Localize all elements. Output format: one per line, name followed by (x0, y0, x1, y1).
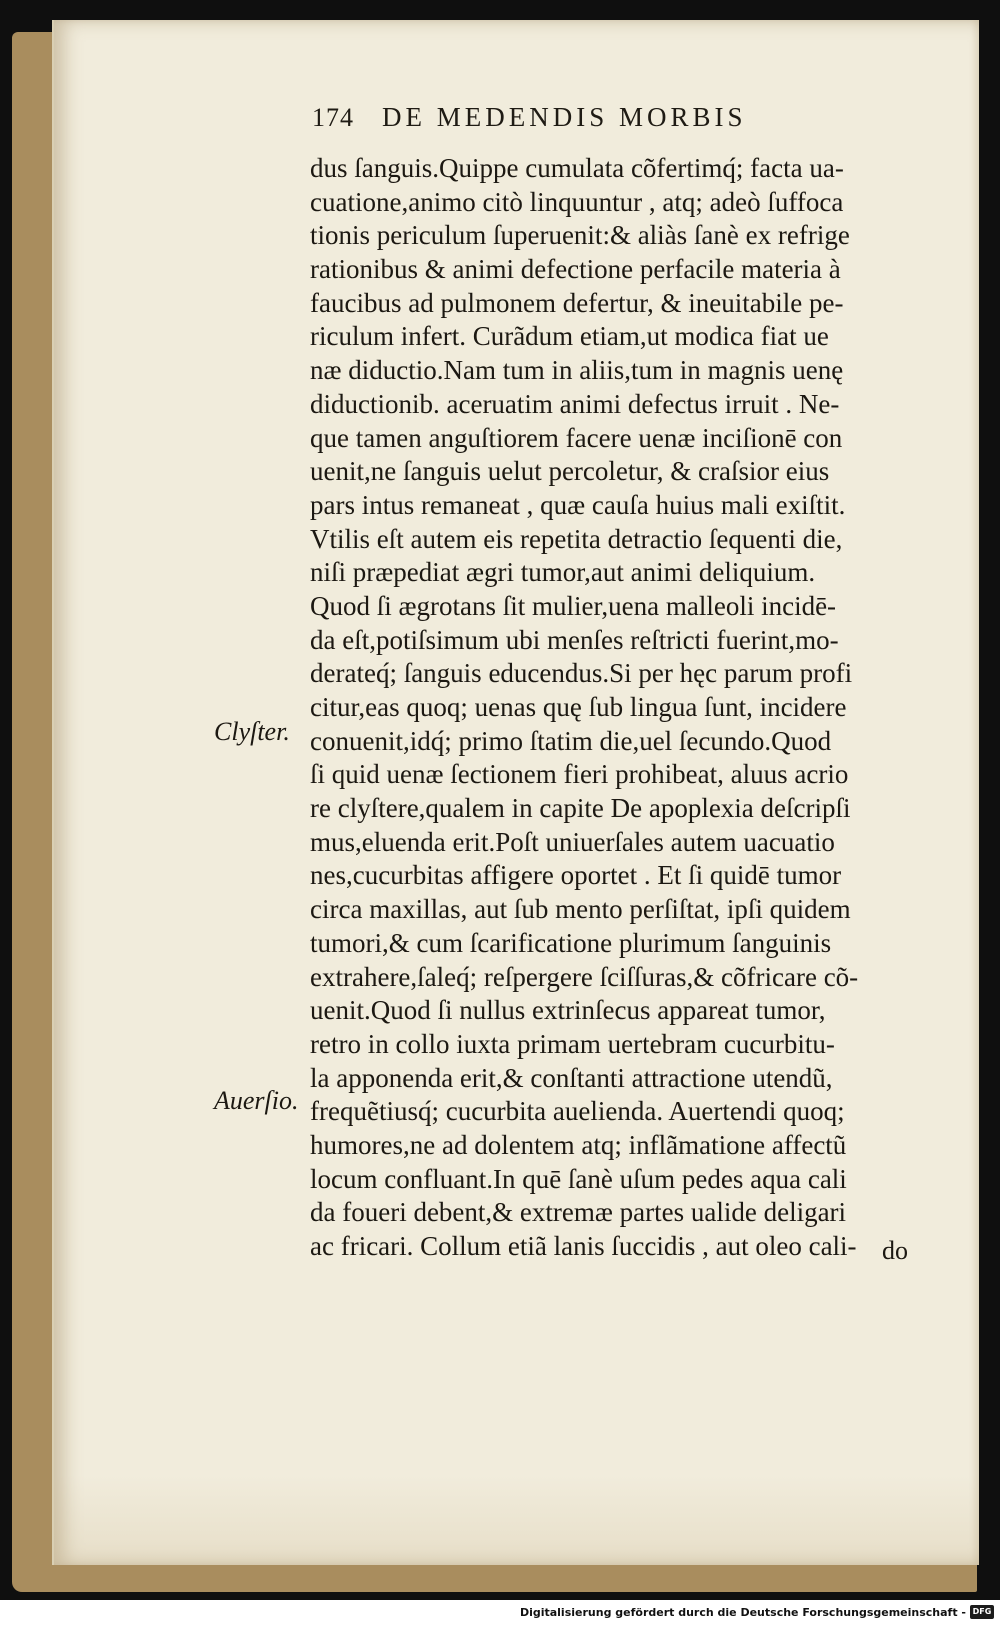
text-line: derateq́; ſanguis educendus.Si per hęc parum profi (310, 658, 853, 689)
text-line: que tamen anguſtiorem facere uenæ inciſionē con (310, 422, 843, 453)
text-line: ac fricari. Collum etiã lanis ſuccidis , aut oleo cali- (310, 1231, 857, 1261)
book-page (52, 20, 979, 1565)
text-line: mus,eluenda erit.Poſt uniuerſales autem uacuatio (310, 826, 835, 857)
dfg-logo-icon: DFG (970, 1605, 994, 1619)
text-line: pars intus remaneat , quæ cauſa huius mali exiſtit. (310, 489, 846, 520)
text-line: riculum infert. Curãdum etiam,ut modica fiat ue (310, 321, 829, 352)
text-line: faucibus ad pulmonem defertur, & ineuitabile pe- (310, 287, 844, 318)
text-line: locum confluant.In quē ſanè uſum pedes aqua cali (310, 1163, 847, 1194)
text-line: humores,ne ad dolentem atq; inflãmatione affectũ (310, 1129, 847, 1160)
text-line: la apponenda erit,& conſtanti attractione utendũ, (310, 1062, 833, 1093)
text-line: re clyſtere,qualem in capite De apoplexia deſcripſi (310, 793, 851, 824)
text-line: uenit,ne ſanguis uelut percoletur, & craſsior eius (310, 456, 830, 487)
text-line: conuenit,idq́; primo ſtatim die,uel ſecundo.Quod (310, 725, 832, 756)
text-line: Quod ſi ægrotans ſit mulier,uena malleoli incidē- (310, 590, 837, 621)
page-shading (54, 1475, 979, 1565)
page-content (54, 20, 979, 1565)
marginal-note-auersio: Auerſio. (214, 1086, 299, 1115)
text-line: frequẽtiusq́; cucurbita auelienda. Auertendi quoq; (310, 1096, 845, 1127)
text-line: diductionib. aceruatim animi defectus irruit . Ne- (310, 388, 840, 419)
text-line: circa maxillas, aut ſub mento perſiſtat, ipſi quidem (310, 894, 851, 925)
text-line: Vtilis eſt autem eis repetita detractio ſequenti die, (310, 523, 843, 554)
text-line: retro in collo iuxta primam uertebram cucurbitu- (310, 1028, 835, 1059)
text-line: tionis periculum ſuperuenit:& aliàs ſanè ex refrige (310, 220, 850, 251)
text-line: da foueri debent,& extremæ partes ualide deligari (310, 1197, 847, 1228)
text-line: citur,eas quoq; uenas quę ſub lingua ſunt, incidere (310, 692, 847, 722)
text-line: da eſt,potiſsimum ubi menſes reſtricti fuerint,mo- (310, 624, 839, 655)
body-text (310, 152, 922, 1264)
text-line: dus ſanguis.Quippe cumulata cõfertimq́; facta ua- (310, 153, 844, 183)
text-line: niſi præpediat ægri tumor,aut animi deliquium. (310, 557, 816, 588)
text-line: cuatione,animo citò linquuntur , atq; adeò ſuffoca (310, 186, 844, 217)
text-line: rationibus & animi defectione perfacile materia à (310, 254, 841, 285)
running-head (312, 102, 912, 142)
marginal-note-clyster: Clyſter. (214, 717, 290, 746)
catchword: do (882, 1236, 908, 1265)
text-line: uenit.Quod ſi nullus extrinſecus appareat tumor, (310, 995, 826, 1026)
page-number: 174 (312, 103, 354, 132)
text-line: ſi quid uenæ ſectionem fieri prohibeat, aluus acrio (310, 759, 849, 790)
text-line: extrahere,ſaleq́; reſpergere ſciſſuras,& cõfricare cõ- (310, 961, 859, 992)
text-line: tumori,& cum ſcarificatione plurimum ſanguinis (310, 927, 832, 958)
running-title: DE MEDENDIS MORBIS (382, 102, 747, 132)
text-line: nes,cucurbitas affigere oportet . Et ſi quidē tumor (310, 860, 842, 891)
text-line: næ diductio.Nam tum in aliis,tum in magnis uenę (310, 355, 844, 386)
footer-bar (0, 1600, 1000, 1627)
funding-credit: Digitalisierung gefördert durch die Deutsche Forschungsgemeinschaft - (519, 1606, 966, 1619)
